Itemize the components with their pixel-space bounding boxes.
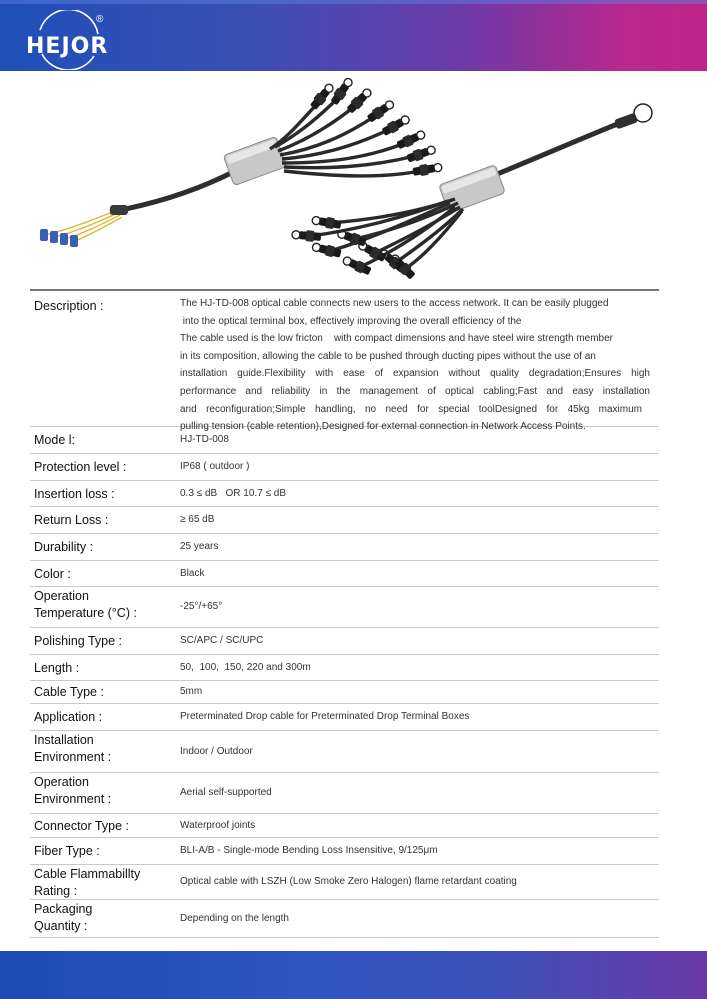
spec-label: Operation Temperature (°C) :: [34, 589, 137, 620]
spec-row: [30, 837, 659, 865]
description-line: and reconfiguration;Simple handling, no need for special toolDesigned for 45kg maximum: [180, 403, 642, 415]
description-label: Description :: [34, 299, 104, 313]
spec-value: Preterminated Drop cable for Preterminated Drop Terminal Boxes: [180, 711, 470, 722]
spec-row: [30, 560, 659, 587]
brand-logo: [22, 10, 114, 70]
spec-value: Optical cable with LSZH (Low Smoke Zero Halogen) flame retardant coating: [180, 876, 517, 887]
spec-value: Depending on the length: [180, 912, 289, 924]
spec-label: Cable Flammabillty Rating :: [34, 867, 141, 898]
right-cable-assembly: [292, 104, 652, 281]
spec-row: [30, 654, 659, 681]
spec-value: 25 years: [180, 541, 219, 552]
description-line: pulling tension (cable retention),Designed for external connection in Network Access Points.: [180, 421, 586, 433]
spec-value: Aerial self-supported: [180, 787, 272, 798]
spec-value: 50, 100, 150, 220 and 300m: [180, 661, 311, 673]
spec-label: Cable Type :: [34, 685, 104, 699]
fiber-cable-assembly-image: [0, 71, 707, 286]
spec-value: BLI-A/B - Single-mode Bending Loss Insensitive, 9/125μm: [180, 845, 438, 856]
spec-label: Installation Environment :: [34, 733, 112, 764]
description-line: The HJ-TD-008 optical cable connects new users to the access network. It can be easily plugged: [180, 298, 609, 309]
spec-row: [30, 480, 659, 507]
product-photo: [0, 71, 707, 286]
registered-mark: ®: [96, 14, 104, 25]
spec-value: -25°/+65°: [180, 601, 223, 612]
header-banner: [0, 0, 707, 71]
spec-label: Return Loss :: [34, 513, 109, 527]
spec-row: [30, 453, 659, 481]
spec-row: [30, 703, 659, 731]
description-line: The cable used is the low fricton with compact dimensions and have steel wire strength member: [180, 333, 613, 345]
spec-row: [30, 680, 659, 704]
spec-row: [30, 586, 659, 628]
spec-row: [30, 426, 659, 454]
description-line: into the optical terminal box, effectively improving the overall efficiency of the: [180, 315, 522, 327]
spec-label: Connector Type :: [34, 818, 129, 833]
spec-row: [30, 730, 659, 773]
spec-row: [30, 813, 659, 838]
spec-label: Insertion loss :: [34, 486, 115, 501]
header-highlight: [0, 0, 707, 4]
spec-value: HJ-TD-008: [180, 434, 229, 445]
spec-label: Operation Environment :: [34, 775, 112, 806]
spec-value: Waterproof joints: [180, 819, 256, 831]
logo-text: HEJOR: [26, 34, 109, 59]
spec-label: Fiber Type :: [34, 844, 100, 858]
spec-row-description: [30, 291, 659, 433]
spec-label: Mode l:: [34, 433, 75, 447]
spec-value: 5mm: [180, 686, 203, 697]
spec-value: Indoor / Outdoor: [180, 745, 253, 757]
spec-row: [30, 506, 659, 534]
spec-value: IP68 ( outdoor ): [180, 461, 250, 472]
spec-row: [30, 899, 659, 938]
spec-label: Color :: [34, 566, 71, 581]
footer-banner: [0, 951, 707, 999]
spec-label: Durability :: [34, 540, 94, 554]
spec-label: Protection level :: [34, 460, 127, 474]
spec-value: SC/APC / SC/UPC: [180, 635, 264, 646]
spec-row: [30, 772, 659, 814]
spec-label: Packaging Quantity :: [34, 902, 93, 933]
spec-value: Black: [180, 567, 205, 579]
description-line: performance and reliability in the management of optical cabling;Fast and easy installation: [180, 385, 650, 397]
description-line: installation guide.Flexibility with ease of expansion without quality degradation;Ensures high: [180, 368, 650, 380]
spec-row: [30, 533, 659, 561]
spec-label: Polishing Type :: [34, 634, 123, 648]
spec-value: 0.3 ≤ dB OR 10.7 ≤ dB: [180, 487, 287, 499]
spec-value: ≥ 65 dB: [180, 514, 215, 525]
spec-row: [30, 627, 659, 655]
spec-label: Length :: [34, 660, 80, 675]
description-line: in its composition, allowing the cable to be pushed through ducting pipes without the use of an: [180, 350, 596, 362]
description-text: [180, 295, 650, 436]
spec-label: Application :: [34, 710, 103, 724]
spec-row: [30, 864, 659, 900]
